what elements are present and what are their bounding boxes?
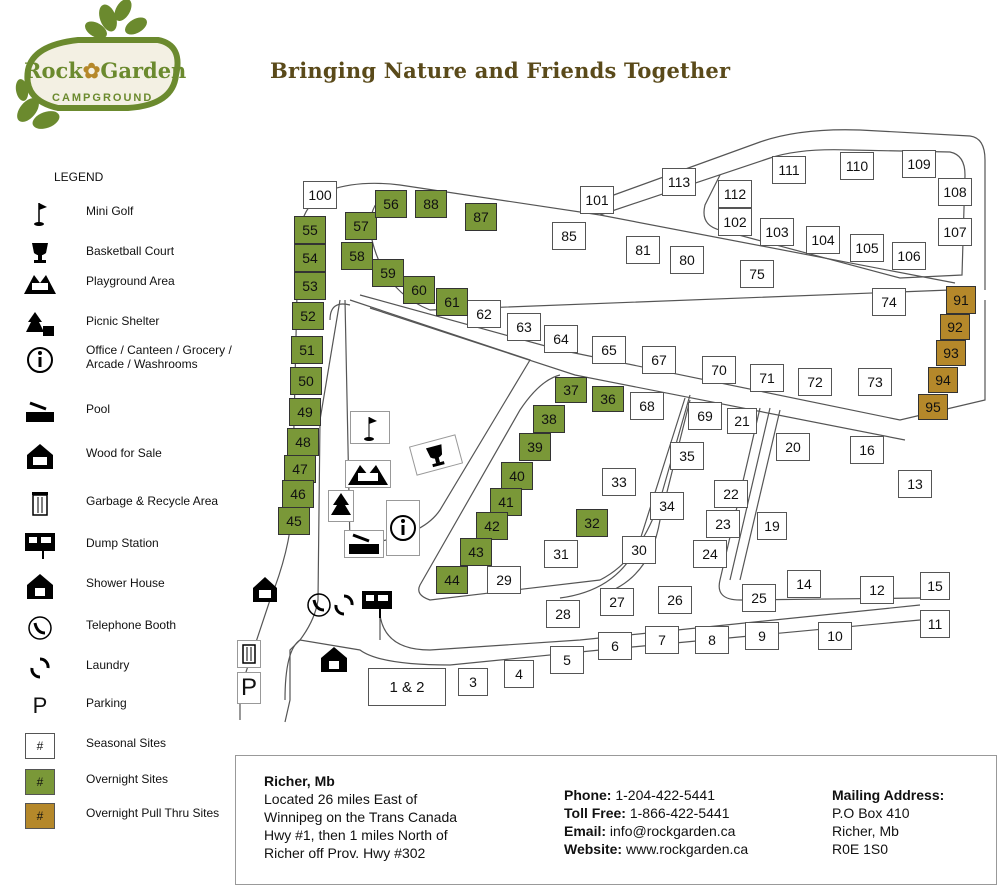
site-27[interactable]: 27 [600, 588, 634, 616]
legend-label: Playground Area [86, 274, 175, 288]
tollfree-label: Toll Free: [564, 805, 626, 821]
site-113[interactable]: 113 [662, 168, 696, 196]
wood-icon [20, 438, 60, 474]
site-62[interactable]: 62 [467, 300, 501, 328]
site-111[interactable]: 111 [772, 156, 806, 184]
site-46[interactable]: 46 [282, 480, 314, 508]
telephone-icon [20, 610, 60, 646]
legend-item [20, 342, 240, 378]
site-3[interactable]: 3 [458, 668, 488, 696]
tagline: Bringing Nature and Friends Together [270, 58, 731, 83]
site-33[interactable]: 33 [602, 468, 636, 496]
map-mini-golf [350, 411, 390, 444]
legend-title: LEGEND [54, 170, 104, 184]
site-10[interactable]: 10 [818, 622, 852, 650]
email-label: Email: [564, 823, 607, 839]
site-42[interactable]: 42 [476, 512, 508, 540]
location-line: Hwy #1, then 1 miles North of [264, 827, 448, 843]
site-105[interactable]: 105 [850, 234, 884, 262]
site-55[interactable]: 55 [294, 216, 326, 244]
map-telephone-icon [306, 592, 332, 618]
info-icon [20, 342, 60, 378]
map-garbage [237, 640, 261, 668]
site-11[interactable]: 11 [920, 610, 950, 638]
site-81[interactable]: 81 [626, 236, 660, 264]
site-58[interactable]: 58 [341, 242, 373, 270]
site-44[interactable]: 44 [436, 566, 468, 594]
map-wood-icon [250, 574, 280, 604]
legend-item [20, 394, 240, 430]
phone-value[interactable]: 1-204-422-5441 [615, 787, 715, 803]
location-line: Richer off Prov. Hwy #302 [264, 845, 426, 861]
site-68[interactable]: 68 [630, 392, 664, 420]
map-picnic [328, 490, 354, 522]
site-108[interactable]: 108 [938, 178, 972, 206]
site-107[interactable]: 107 [938, 218, 972, 246]
map-laundry-icon [334, 594, 354, 616]
site-74[interactable]: 74 [872, 288, 906, 316]
site-26[interactable]: 26 [658, 586, 692, 614]
site-38[interactable]: 38 [533, 405, 565, 433]
site-34[interactable]: 34 [650, 492, 684, 520]
site-63[interactable]: 63 [507, 313, 541, 341]
logo: Rock✿Garden CAMPGROUND [8, 0, 188, 140]
site-65[interactable]: 65 [592, 336, 626, 364]
legend-label: Laundry [86, 658, 130, 672]
legend-label: Mini Golf [86, 204, 134, 218]
site-43[interactable]: 43 [460, 538, 492, 566]
legend-label: Shower House [86, 576, 165, 590]
email-link[interactable]: info@rockgarden.ca [609, 823, 736, 839]
playground-icon [20, 266, 60, 302]
location-line: Winnipeg on the Trans Canada [264, 809, 458, 825]
site-51[interactable]: 51 [291, 336, 323, 364]
site-88[interactable]: 88 [415, 190, 447, 218]
site-104[interactable]: 104 [806, 226, 840, 254]
site-87[interactable]: 87 [465, 203, 497, 231]
site-12[interactable]: 12 [860, 576, 894, 604]
site-64[interactable]: 64 [544, 325, 578, 353]
site-75[interactable]: 75 [740, 260, 774, 288]
map-parking [237, 672, 261, 704]
website-label: Website: [564, 841, 623, 857]
site-31[interactable]: 31 [544, 540, 578, 568]
mailing-line: R0E 1S0 [832, 841, 889, 857]
site-23[interactable]: 23 [706, 510, 740, 538]
site-49[interactable]: 49 [289, 398, 321, 426]
legend-item [20, 438, 240, 474]
legend-item [20, 196, 240, 232]
legend-label: Overnight Sites [86, 772, 169, 786]
site-102[interactable]: 102 [718, 208, 752, 236]
mailing-column [832, 786, 944, 858]
site-37[interactable]: 37 [555, 377, 587, 403]
site-92[interactable]: 92 [940, 314, 970, 340]
legend-label: Wood for Sale [86, 446, 162, 460]
site-56[interactable]: 56 [375, 190, 407, 218]
site-40[interactable]: 40 [501, 462, 533, 490]
garbage-icon [238, 641, 260, 667]
parking-icon: P [32, 693, 48, 718]
site-21[interactable]: 21 [727, 408, 757, 434]
location-title: Richer, Mb [264, 773, 335, 789]
site-6[interactable]: 6 [598, 632, 632, 660]
site-16[interactable]: 16 [850, 436, 884, 464]
map-shower-house-icon [318, 644, 350, 674]
logo-garden: Garden [100, 58, 187, 83]
website-link[interactable]: www.rockgarden.ca [625, 841, 749, 857]
site-30[interactable]: 30 [622, 536, 656, 564]
site-29[interactable]: 29 [487, 566, 521, 594]
hash-icon: # [20, 798, 60, 834]
mini-golf-icon [20, 196, 60, 232]
legend-label: Office / Canteen / Grocery / Arcade / Washrooms [86, 343, 232, 371]
site-12[interactable]: 1 & 2 [368, 668, 446, 706]
picnic-shelter-icon [329, 491, 353, 521]
mailing-title: Mailing Address: [832, 787, 945, 803]
site-93[interactable]: 93 [936, 340, 966, 366]
picnic-shelter-icon [20, 306, 60, 342]
legend-item [20, 486, 240, 522]
legend-label: Garbage & Recycle Area [86, 494, 219, 508]
site-25[interactable]: 25 [742, 584, 776, 612]
legend-label: Telephone Booth [86, 618, 177, 632]
site-41[interactable]: 41 [490, 488, 522, 516]
map-pool [344, 530, 384, 558]
legend-item [20, 306, 240, 342]
legend-label: Parking [86, 696, 127, 710]
site-36[interactable]: 36 [592, 386, 624, 412]
pool-icon [20, 394, 60, 430]
legend-item [20, 728, 240, 764]
shower-house-icon [20, 568, 60, 604]
dump-station-icon [20, 528, 60, 564]
legend-label: Picnic Shelter [86, 314, 160, 328]
site-106[interactable]: 106 [892, 242, 926, 270]
legend-label: Pool [86, 402, 111, 416]
legend-item [20, 650, 240, 686]
site-59[interactable]: 59 [372, 259, 404, 287]
legend-item [20, 266, 240, 302]
mini-golf-icon [351, 412, 389, 443]
site-72[interactable]: 72 [798, 368, 832, 396]
tollfree-value[interactable]: 1-866-422-5441 [629, 805, 730, 821]
site-70[interactable]: 70 [702, 356, 736, 384]
legend-label: Dump Station [86, 536, 159, 550]
hash-icon: # [20, 728, 60, 764]
site-110[interactable]: 110 [840, 152, 874, 180]
mailing-line: P.O Box 410 [832, 805, 910, 821]
contact-column [564, 786, 748, 858]
site-7[interactable]: 7 [645, 626, 679, 654]
logo-campground: CAMPGROUND [52, 92, 154, 104]
site-52[interactable]: 52 [292, 302, 324, 330]
site-94[interactable]: 94 [928, 367, 958, 393]
laundry-icon [20, 650, 60, 686]
hash-icon: # [20, 764, 60, 800]
site-69[interactable]: 69 [688, 402, 722, 430]
phone-label: Phone: [564, 787, 612, 803]
playground-icon [346, 461, 390, 487]
parking-label: P [240, 674, 257, 701]
site-35[interactable]: 35 [670, 442, 704, 470]
site-13[interactable]: 13 [898, 470, 932, 498]
garbage-icon [20, 486, 60, 522]
site-39[interactable]: 39 [519, 433, 551, 461]
site-80[interactable]: 80 [670, 246, 704, 274]
map-playground [345, 460, 391, 488]
mailing-line: Richer, Mb [832, 823, 899, 839]
site-22[interactable]: 22 [714, 480, 748, 508]
site-67[interactable]: 67 [642, 346, 676, 374]
legend-item [20, 610, 240, 646]
site-100[interactable]: 100 [303, 181, 337, 209]
site-47[interactable]: 47 [284, 455, 316, 483]
site-8[interactable]: 8 [695, 626, 729, 654]
map-dump-station-icon [360, 588, 394, 620]
site-28[interactable]: 28 [546, 600, 580, 628]
site-60[interactable]: 60 [403, 276, 435, 304]
site-50[interactable]: 50 [290, 367, 322, 395]
site-71[interactable]: 71 [750, 364, 784, 392]
location-column [264, 772, 457, 862]
site-73[interactable]: 73 [858, 368, 892, 396]
site-20[interactable]: 20 [776, 433, 810, 461]
site-4[interactable]: 4 [504, 660, 534, 688]
legend-label: Basketball Court [86, 244, 175, 258]
site-24[interactable]: 24 [693, 540, 727, 568]
site-112[interactable]: 112 [718, 180, 752, 208]
site-15[interactable]: 15 [920, 572, 950, 600]
site-45[interactable]: 45 [278, 507, 310, 535]
legend-item [20, 528, 240, 564]
site-19[interactable]: 19 [757, 512, 787, 540]
legend-item [20, 798, 240, 834]
site-57[interactable]: 57 [345, 212, 377, 240]
logo-rock: Rock [24, 58, 83, 83]
site-91[interactable]: 91 [946, 286, 976, 314]
info-icon [387, 501, 419, 555]
site-53[interactable]: 53 [294, 272, 326, 300]
site-109[interactable]: 109 [902, 150, 936, 178]
site-85[interactable]: 85 [552, 222, 586, 250]
legend-label: Overnight Pull Thru Sites [86, 806, 220, 820]
legend-item [20, 764, 240, 800]
site-9[interactable]: 9 [745, 622, 779, 650]
site-5[interactable]: 5 [550, 646, 584, 674]
legend-item [20, 688, 240, 724]
site-95[interactable]: 95 [918, 394, 948, 420]
site-14[interactable]: 14 [787, 570, 821, 598]
site-61[interactable]: 61 [436, 288, 468, 316]
site-48[interactable]: 48 [287, 428, 319, 456]
legend-item [20, 568, 240, 604]
site-54[interactable]: 54 [294, 244, 326, 272]
site-32[interactable]: 32 [576, 509, 608, 537]
map-office [386, 500, 420, 556]
pool-icon [345, 531, 383, 557]
info-box [235, 755, 997, 885]
legend-label: Seasonal Sites [86, 736, 167, 750]
location-line: Located 26 miles East of [264, 791, 418, 807]
site-101[interactable]: 101 [580, 186, 614, 214]
site-103[interactable]: 103 [760, 218, 794, 246]
